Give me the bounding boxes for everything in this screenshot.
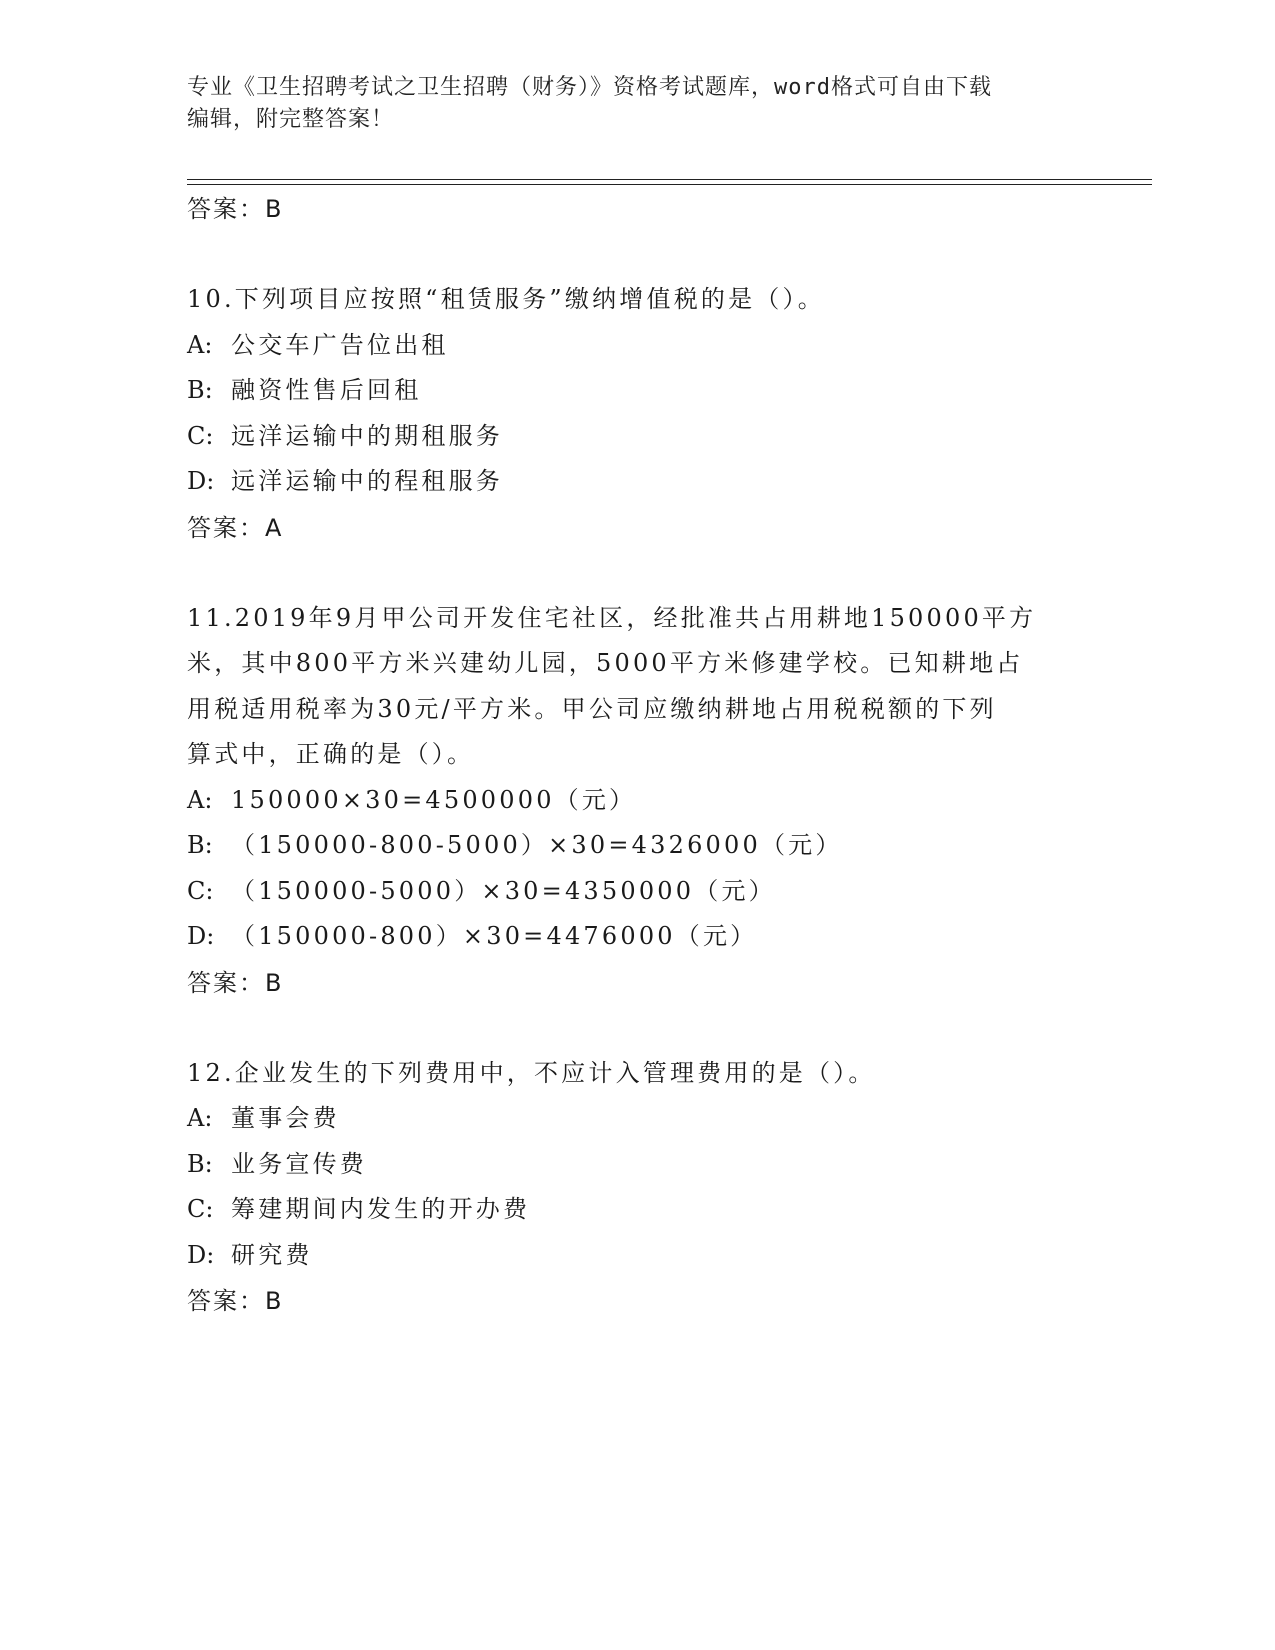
option-c	[187, 1187, 1087, 1233]
option-text: 业务宣传费	[231, 1149, 367, 1178]
spacer	[187, 551, 1087, 596]
answer: 答案：B	[187, 968, 284, 997]
previous-answer: 答案：B	[187, 195, 284, 223]
option-c	[187, 414, 1087, 460]
question-list	[187, 186, 1087, 1324]
option-text: 远洋运输中的程租服务	[231, 467, 503, 495]
option-key: B:	[187, 1149, 213, 1178]
option-key: C:	[187, 876, 214, 905]
option-text: 筹建期间内发生的开办费	[231, 1195, 531, 1223]
option-c	[187, 869, 1087, 915]
question-12	[187, 1051, 1087, 1325]
option-key: D:	[187, 467, 215, 495]
option-b	[187, 1142, 1087, 1188]
spacer	[187, 1006, 1087, 1051]
question-text: 10.下列项目应按照“租赁服务”缴纳增值税的是（）。	[187, 285, 825, 313]
option-text: （150000-800）×30=4476000（元）	[231, 922, 758, 950]
header-divider-top	[187, 179, 1152, 180]
option-key: B:	[187, 376, 213, 404]
option-text: 研究费	[231, 1240, 313, 1269]
option-text: 融资性售后回租	[231, 376, 422, 404]
document-header	[187, 72, 1067, 136]
question-text: 12.企业发生的下列费用中，不应计入管理费用的是（）。	[187, 1058, 876, 1087]
option-key: D:	[187, 922, 215, 950]
header-line-2: 编辑，附完整答案！	[187, 107, 395, 132]
header-divider-bottom	[187, 184, 1152, 185]
option-key: A:	[187, 785, 213, 814]
option-text: 董事会费	[231, 1104, 340, 1132]
question-11	[187, 596, 1087, 1006]
option-key: A:	[187, 1104, 213, 1132]
option-key: D:	[187, 1240, 215, 1269]
question-text-line: 11.2019年9月甲公司开发住宅社区，经批准共占用耕地150000平方	[187, 603, 1037, 632]
option-a	[187, 1096, 1087, 1142]
question-10	[187, 277, 1087, 551]
option-a	[187, 778, 1087, 824]
spacer	[187, 232, 1087, 277]
question-text-line: 用税适用税率为30元/平方米。甲公司应缴纳耕地占用税税额的下列	[187, 694, 997, 723]
option-key: C:	[187, 1195, 214, 1223]
option-d	[187, 914, 1087, 960]
option-key: C:	[187, 421, 214, 450]
question-text-line: 米，其中800平方米兴建幼儿园，5000平方米修建学校。已知耕地占	[187, 649, 1024, 677]
option-text: 远洋运输中的期租服务	[231, 421, 503, 450]
question-text-line: 算式中，正确的是（）。	[187, 740, 475, 768]
option-text: 公交车广告位出租	[231, 330, 449, 359]
option-b	[187, 368, 1087, 414]
answer: 答案：B	[187, 1287, 284, 1315]
option-b	[187, 823, 1087, 869]
option-text: （150000-800-5000）×30=4326000（元）	[231, 831, 843, 859]
option-key: B:	[187, 831, 213, 859]
option-a	[187, 323, 1087, 369]
answer: 答案：A	[187, 513, 284, 542]
option-text: 150000×30=4500000（元）	[231, 785, 637, 814]
option-text: （150000-5000）×30=4350000（元）	[231, 876, 776, 905]
option-d	[187, 1233, 1087, 1279]
header-line-1: 专业《卫生招聘考试之卫生招聘（财务）》资格考试题库，word格式可自由下载	[187, 75, 992, 100]
option-key: A:	[187, 330, 213, 359]
option-d	[187, 459, 1087, 505]
